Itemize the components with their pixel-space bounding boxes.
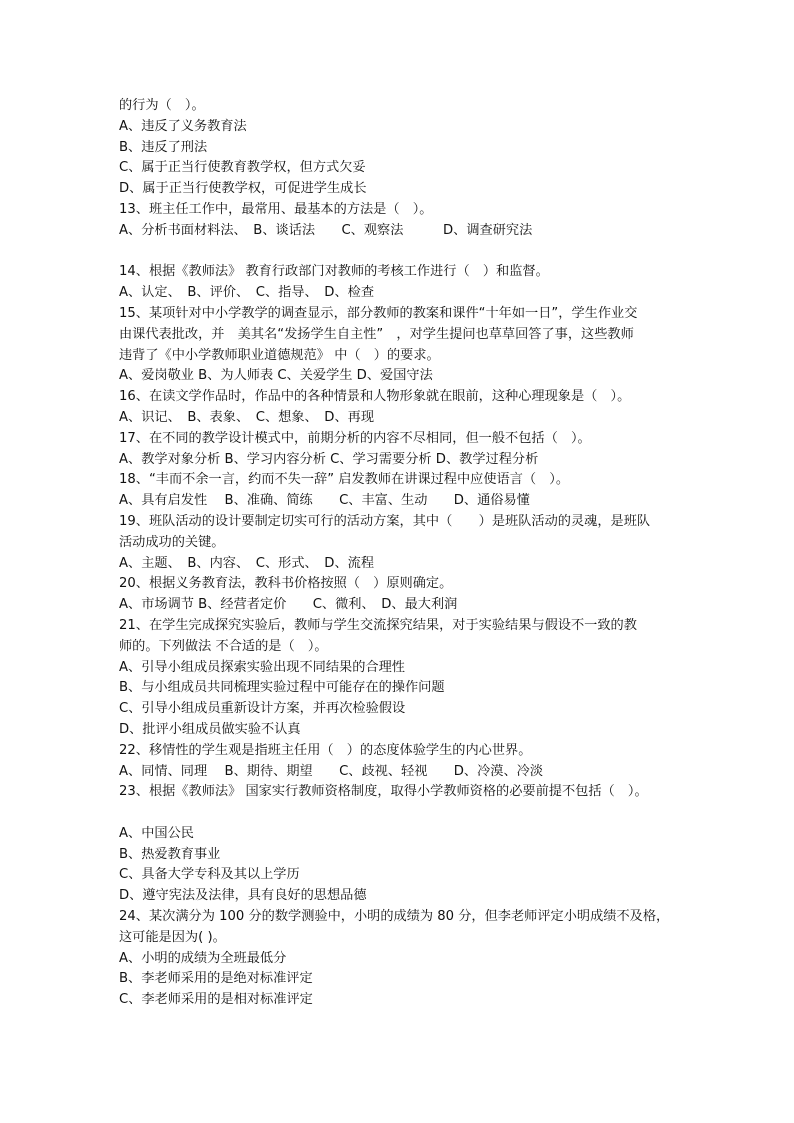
text-line: 师的。下列做法 不合适的是（ ）。 <box>119 638 328 654</box>
answer-option: A、教学对象分析 B、学习内容分析 C、学习需要分析 D、教学过程分析 <box>119 451 539 467</box>
question-text: 24、某次满分为 100 分的数学测验中，小明的成绩为 80 分，但李老师评定小明成绩不及格， <box>119 909 670 925</box>
answer-option: A、爱岗敬业 B、为人师表 C、关爱学生 D、爱国守法 <box>119 368 433 384</box>
answer-option: A、市场调节 B、经营者定价 C、微利、 D、最大利润 <box>119 597 458 613</box>
text-line: 的行为（ ）。 <box>119 98 205 113</box>
question-text: 21、在学生完成探究实验后，教师与学生交流探究结果，对于实验结果与假设不一致的教 <box>119 617 637 633</box>
answer-option: D、遵守宪法及法律，具有良好的思想品德 <box>119 888 367 904</box>
answer-option: A、小明的成绩为全班最低分 <box>119 950 287 966</box>
answer-option: A、违反了义务教育法 <box>119 118 247 134</box>
question-text: 20、根据义务教育法，教科书价格按照（ ）原则确定。 <box>119 576 453 592</box>
question-text: 14、根据《教师法》 教育行政部门对教师的考核工作进行（ ）和监督。 <box>119 264 549 280</box>
text-line: 由课代表批改，并 美其名“发扬学生自主性” ，对学生提问也草草回答了事，这些教师 <box>119 326 634 342</box>
answer-option: B、李老师采用的是绝对标准评定 <box>119 971 313 987</box>
question-text: 17、在不同的教学设计模式中，前期分析的内容不尽相同，但一般不包括（ ）。 <box>119 430 591 446</box>
answer-option: A、分析书面材料法、 B、谈话法 C、观察法 D、调查研究法 <box>119 222 533 238</box>
text-line: 违背了《中小学教师职业道德规范》 中（ ）的要求。 <box>119 347 440 363</box>
answer-option: C、具备大学专科及其以上学历 <box>119 867 300 883</box>
answer-option: A、认定、 B、评价、 C、指导、 D、检查 <box>119 285 375 301</box>
answer-option: A、引导小组成员探索实验出现不同结果的合理性 <box>119 659 405 675</box>
blank-line <box>119 242 689 263</box>
question-text: 22、移情性的学生观是指班主任用（ ）的态度体验学生的内心世界。 <box>119 742 532 758</box>
answer-option: D、属于正当行使教学权，可促进学生成长 <box>119 181 367 197</box>
question-text: 16、在读文学作品时，作品中的各种情景和人物形象就在眼前，这种心理现象是（ ）。 <box>119 389 631 405</box>
blank-line <box>119 803 689 824</box>
question-text: 18、“丰而不余一言，约而不失一辞” 启发教师在讲课过程中应使语言（ ）。 <box>119 472 570 488</box>
question-text: 13、班主任工作中，最常用、最基本的方法是（ ）。 <box>119 201 433 217</box>
question-text: 15、某项针对中小学教学的调查显示，部分教师的教案和课件“十年如一日”，学生作业交 <box>119 305 638 321</box>
answer-option: C、引导小组成员重新设计方案，并再次检验假设 <box>119 701 406 717</box>
question-text: 19、班队活动的设计要制定切实可行的活动方案，其中（ ）是班队活动的灵魂，是班队 <box>119 513 651 529</box>
answer-option: A、中国公民 <box>119 825 194 841</box>
question-text: 23、根据《教师法》 国家实行教师资格制度，取得小学教师资格的必要前提不包括（ ）。 <box>119 784 648 800</box>
answer-option: A、识记、 B、表象、 C、想象、 D、再现 <box>119 409 375 425</box>
text-line: 这可能是因为( )。 <box>119 929 226 945</box>
text-line: 活动成功的关键。 <box>119 534 225 550</box>
answer-option: C、李老师采用的是相对标准评定 <box>119 992 313 1008</box>
answer-option: C、属于正当行使教育教学权，但方式欠妥 <box>119 160 366 176</box>
document-body <box>119 96 689 1011</box>
answer-option: B、违反了刑法 <box>119 139 208 155</box>
answer-option: B、热爱教育事业 <box>119 846 221 862</box>
answer-option: D、批评小组成员做实验不认真 <box>119 721 301 737</box>
answer-option: A、具有启发性 B、准确、简练 C、丰富、生动 D、通俗易懂 <box>119 493 530 509</box>
answer-option: A、同情、同理 B、期待、期望 C、歧视、轻视 D、冷漠、冷淡 <box>119 763 544 779</box>
answer-option: A、主题、 B、内容、 C、形式、 D、流程 <box>119 555 375 571</box>
answer-option: B、与小组成员共同梳理实验过程中可能存在的操作问题 <box>119 680 445 696</box>
